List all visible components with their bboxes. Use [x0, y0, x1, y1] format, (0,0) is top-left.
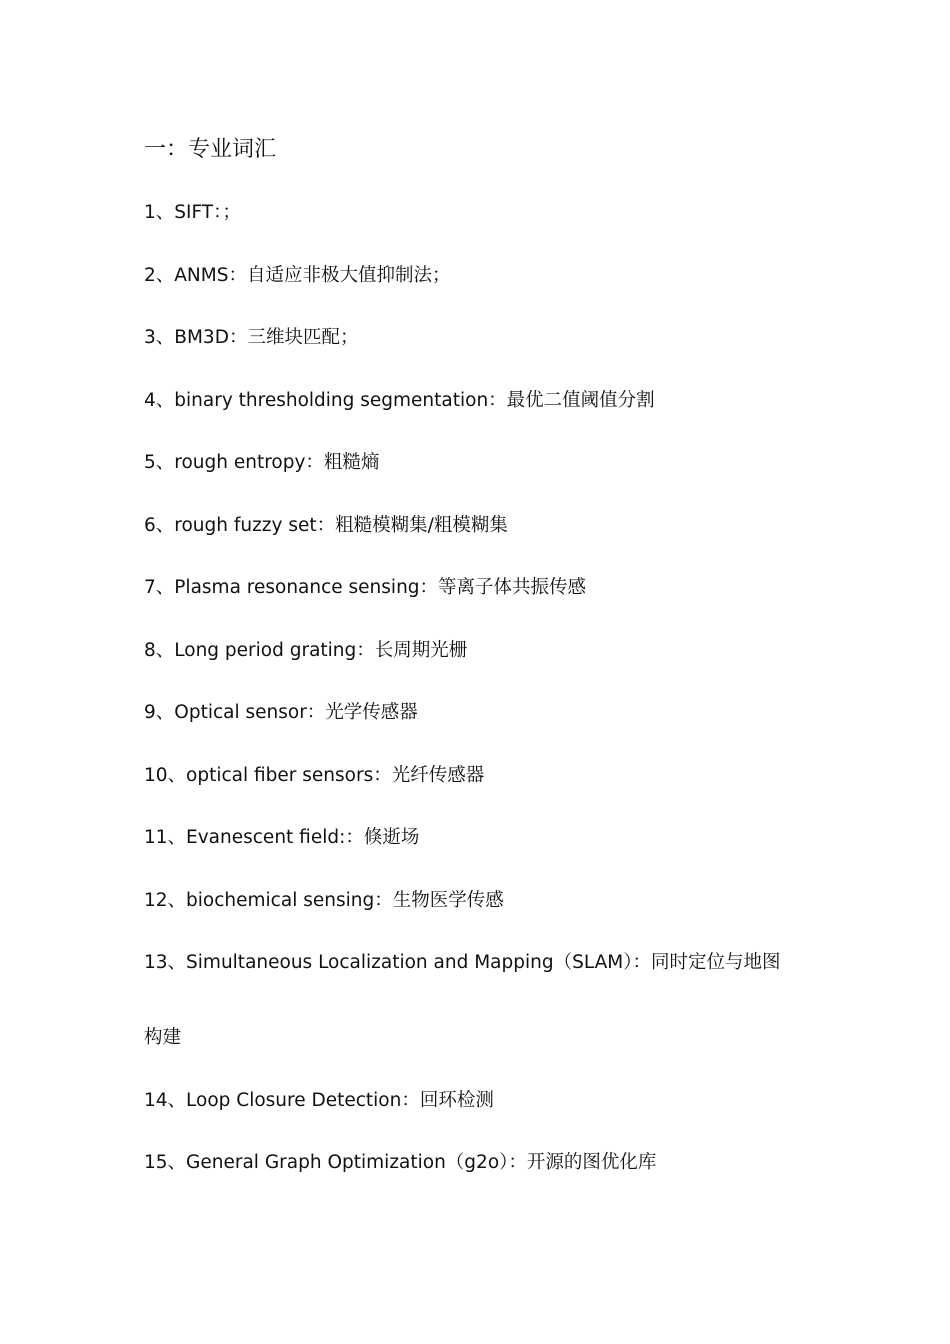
term-item: 3、BM3D：三维块匹配； [144, 327, 359, 348]
term-item: 4、binary thresholding segmentation：最优二值阈值分割 [144, 389, 655, 411]
term-item: 1、SIFT：； [144, 202, 241, 223]
term-item-continuation: 构建 [144, 1027, 182, 1048]
term-item: 6、rough fuzzy set：粗糙模糊集/粗模糊集 [144, 514, 508, 536]
term-list [144, 199, 824, 1212]
term-item: 8、Long period grating：长周期光栅 [144, 639, 468, 661]
term-item: 14、Loop Closure Detection：回环检测 [144, 1089, 494, 1111]
term-item: 15、General Graph Optimization（g2o）：开源的图优化库 [144, 1152, 657, 1173]
section-heading: 一：专业词汇 [144, 137, 277, 162]
term-item: 5、rough entropy：粗糙熵 [144, 452, 380, 473]
term-item: 11、Evanescent field:：倏逝场 [144, 827, 420, 848]
term-item: 9、Optical sensor：光学传感器 [144, 702, 418, 723]
term-item: 2、ANMS：自适应非极大值抑制法； [144, 264, 451, 286]
term-item: 10、optical fiber sensors：光纤传感器 [144, 764, 485, 786]
term-item: 13、Simultaneous Localization and Mapping（SLAM）：同时定位与地图 [144, 952, 781, 973]
term-item: 12、biochemical sensing：生物医学传感 [144, 889, 504, 911]
term-item: 7、Plasma resonance sensing：等离子体共振传感 [144, 577, 587, 598]
